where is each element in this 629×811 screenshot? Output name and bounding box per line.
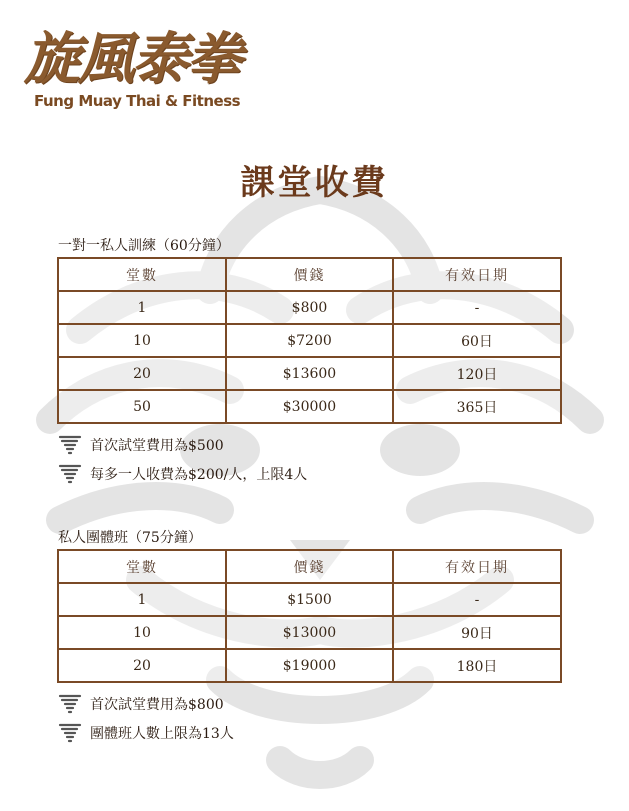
cell-price: $7200 [226, 324, 393, 357]
brand-logo [24, 28, 264, 118]
cell-price: $13000 [226, 616, 393, 649]
header-validity: 有效日期 [393, 550, 561, 583]
table-header-row [58, 550, 561, 583]
cell-validity: 90日 [393, 616, 561, 649]
cell-price: $13600 [226, 357, 393, 390]
cell-sessions: 50 [58, 390, 226, 423]
table-header-row [58, 258, 561, 291]
cell-validity: - [393, 291, 561, 324]
note-text: 團體班人數上限為13人 [90, 726, 234, 742]
tornado-icon [58, 434, 82, 456]
tornado-icon [58, 693, 82, 715]
section-title-group: 私人團體班（75分鐘） [58, 530, 202, 546]
table-row [58, 324, 561, 357]
cell-validity: 180日 [393, 649, 561, 682]
cell-price: $800 [226, 291, 393, 324]
note-item [58, 462, 307, 486]
note-text: 每多一人收費為$200/人，上限4人 [90, 467, 308, 483]
cell-validity: 365日 [393, 390, 561, 423]
note-item [58, 692, 224, 716]
header-sessions: 堂數 [58, 258, 226, 291]
table-row [58, 357, 561, 390]
table-row [58, 583, 561, 616]
cell-sessions: 10 [58, 616, 226, 649]
cell-sessions: 1 [58, 583, 226, 616]
cell-validity: 120日 [393, 357, 561, 390]
page-title: 課堂收費 [240, 163, 389, 203]
note-text: 首次試堂費用為$500 [90, 438, 224, 454]
cell-price: $1500 [226, 583, 393, 616]
table-row [58, 291, 561, 324]
note-text: 首次試堂費用為$800 [90, 697, 224, 713]
cell-validity: - [393, 583, 561, 616]
cell-price: $30000 [226, 390, 393, 423]
cell-sessions: 20 [58, 649, 226, 682]
note-item [58, 433, 224, 457]
table-row [58, 390, 561, 423]
header-sessions: 堂數 [58, 550, 226, 583]
price-table-group [57, 549, 562, 683]
cell-sessions: 20 [58, 357, 226, 390]
price-table-private [57, 257, 562, 424]
note-item [58, 721, 234, 745]
cell-validity: 60日 [393, 324, 561, 357]
brand-name-en: Fung Muay Thai & Fitness [34, 92, 241, 110]
table-row [58, 616, 561, 649]
tornado-icon [58, 463, 82, 485]
cell-sessions: 10 [58, 324, 226, 357]
brand-name-cn: 旋風泰拳 [24, 26, 240, 92]
header-price: 價錢 [226, 550, 393, 583]
tornado-icon [58, 722, 82, 744]
header-price: 價錢 [226, 258, 393, 291]
cell-sessions: 1 [58, 291, 226, 324]
cell-price: $19000 [226, 649, 393, 682]
header-validity: 有效日期 [393, 258, 561, 291]
section-title-private: 一對一私人訓練（60分鐘） [58, 238, 230, 254]
table-row [58, 649, 561, 682]
